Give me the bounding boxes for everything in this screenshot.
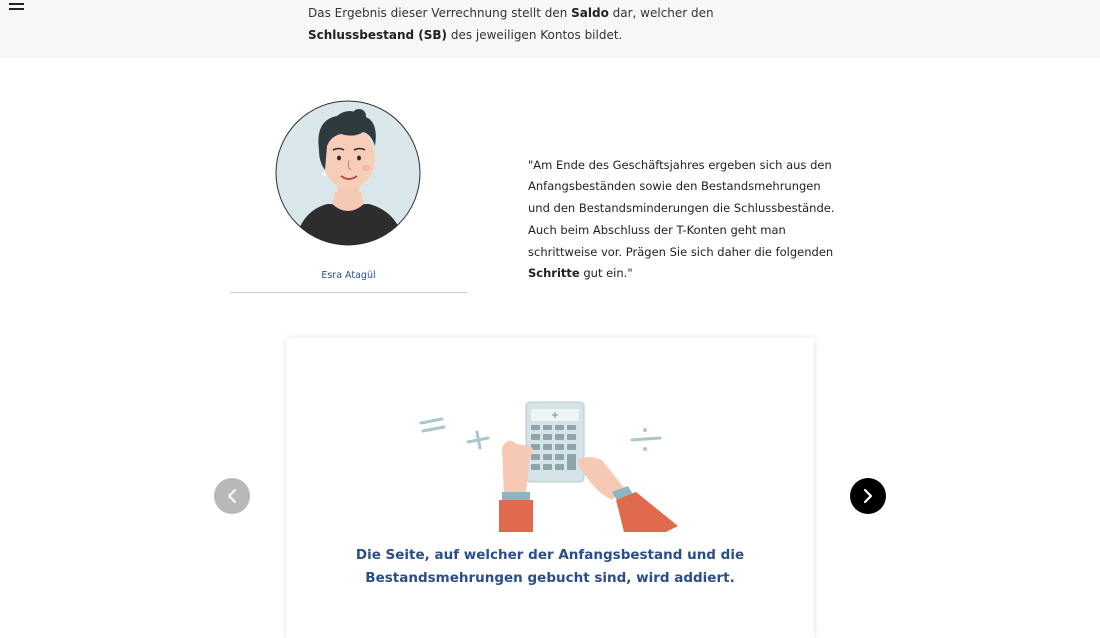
quote-text-start: "Am Ende des Geschäftsjahres ergeben sich aus den Anfangsbeständen sowie den Bestandsmehrungen und den Bestandsminderungen die Schlussbestände. Auch beim Abschluss der T-Konten geht man schrittweise vor. Prägen Sie sich daher die folgenden: [528, 157, 835, 259]
hamburger-menu-icon[interactable]: [9, 0, 25, 12]
author-avatar: [275, 100, 421, 246]
carousel-next-button[interactable]: [850, 478, 886, 514]
carousel-slide-card: [286, 338, 814, 638]
intro-bold-schlussbestand: Schlussbestand (SB): [308, 27, 448, 42]
calculator-illustration: [416, 396, 686, 532]
quote-text-end: gut ein.": [579, 266, 633, 281]
intro-text-2: dar, welcher den: [608, 6, 714, 20]
author-name: Esra Atagül: [321, 270, 376, 281]
chevron-left-icon: [225, 488, 239, 504]
intro-paragraph: [308, 3, 778, 46]
chevron-right-icon: [861, 488, 875, 504]
intro-bold-saldo: Saldo: [571, 6, 609, 20]
intro-text-3: des jeweiligen Kontos bildet.: [447, 27, 623, 42]
carousel-prev-button[interactable]: [214, 478, 250, 514]
slide-text: Die Seite, auf welcher der Anfangsbestand und die Bestandsmehrungen gebucht sind, wird addiert.: [355, 547, 745, 586]
author-divider: [230, 292, 467, 293]
quote-bold-schritte: Schritte: [528, 266, 580, 281]
intro-text-1: Das Ergebnis dieser Verrechnung stellt den: [308, 6, 572, 20]
quote-text: [528, 155, 838, 286]
